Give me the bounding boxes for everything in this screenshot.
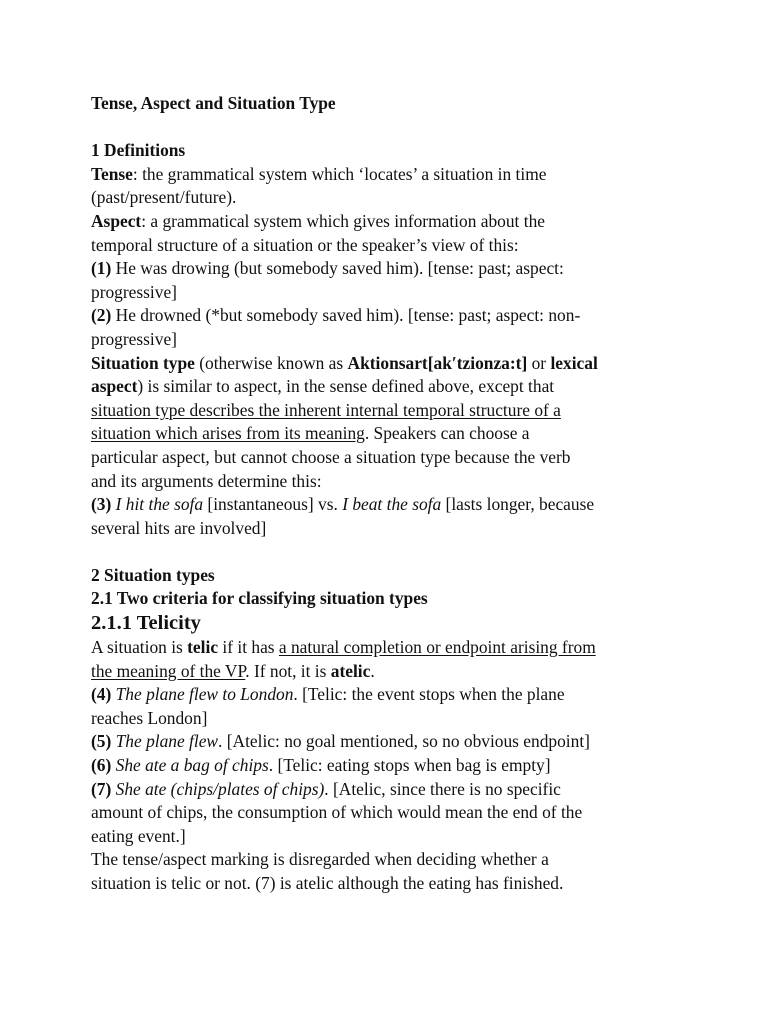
example-1-number: (1)	[91, 258, 112, 279]
example-5	[91, 730, 691, 754]
example-2-number: (2)	[91, 305, 112, 326]
aspect-definition-line-2: temporal structure of a situation or the speaker’s view of this:	[91, 234, 519, 255]
spacer	[91, 116, 691, 140]
section-1-heading: 1 Definitions	[91, 140, 186, 161]
telicity-underlined-2: the meaning of the VP	[91, 660, 246, 681]
spacer	[91, 540, 691, 564]
example-5-number: (5)	[91, 731, 112, 752]
example-4-line-2: reaches London]	[91, 707, 208, 728]
telicity-text-c: if it has	[218, 637, 279, 658]
situation-type-definition	[91, 352, 691, 376]
situation-type-term: Situation type	[91, 352, 195, 373]
situation-type-line-5: particular aspect, but cannot choose a situation type because the verb	[91, 446, 571, 467]
example-1-line-2: progressive]	[91, 281, 177, 302]
situation-type-underlined-2: situation which arises from its meaning	[91, 423, 365, 444]
telicity-definition	[91, 636, 691, 660]
aspect-definition-text: : a grammatical system which gives information about the	[141, 210, 545, 231]
example-7-number: (7)	[91, 778, 112, 799]
tense-definition-text: : the grammatical system which ‘locates’ a situation in time	[132, 163, 547, 184]
telicity-definition-line-2	[91, 660, 691, 684]
aspect-term: Aspect	[91, 210, 142, 231]
aspect-term-2: aspect	[91, 376, 138, 397]
example-5-italic: The plane flew	[111, 731, 219, 752]
example-2-line-2: progressive]	[91, 328, 177, 349]
aktionsart-term: Aktionsart[ak′tzionza:t]	[347, 352, 528, 373]
tense-definition-line-2: (past/present/future).	[91, 187, 237, 208]
telic-term: telic	[187, 637, 219, 658]
situation-type-after-underline: . Speakers can choose a	[364, 423, 530, 444]
example-5-rest: . [Atelic: no goal mentioned, so no obvious endpoint]	[218, 731, 590, 752]
section-2-1-1-heading: 2.1.1 Telicity	[91, 612, 201, 635]
example-7-line-2: amount of chips, the consumption of which would mean the end of the	[91, 802, 583, 823]
example-6	[91, 754, 691, 778]
section-2-heading: 2 Situation types	[91, 564, 215, 585]
closing-paragraph-line-2: situation is telic or not. (7) is atelic although the eating has finished.	[91, 873, 564, 893]
example-1	[91, 257, 691, 281]
situation-type-line-3	[91, 399, 691, 423]
lexical-term: lexical	[550, 352, 598, 373]
telicity-text-f: .	[370, 660, 375, 681]
example-3-mid: [instantaneous] vs.	[203, 494, 343, 515]
situation-type-line-2	[91, 375, 691, 399]
document-page	[91, 92, 691, 896]
section-2-1-heading: 2.1 Two criteria for classifying situation types	[91, 588, 428, 609]
example-3	[91, 493, 691, 517]
example-7-rest: . [Atelic, since there is no specific	[324, 778, 561, 799]
situation-type-text: (otherwise known as	[194, 352, 348, 373]
example-3-rest: [lasts longer, because	[441, 494, 595, 515]
example-4-italic: The plane flew to London	[111, 684, 294, 705]
situation-type-line-4	[91, 422, 691, 446]
example-7	[91, 778, 691, 802]
tense-term: Tense	[91, 163, 133, 184]
situation-type-rest: ) is similar to aspect, in the sense defined above, except that	[137, 376, 555, 397]
example-2	[91, 304, 691, 328]
atelic-term: atelic	[330, 660, 371, 681]
aspect-definition	[91, 210, 691, 234]
example-6-number: (6)	[91, 755, 112, 776]
example-3-number: (3)	[91, 494, 112, 515]
situation-type-line-6: and its arguments determine this:	[91, 470, 322, 491]
example-7-italic: She ate (chips/plates of chips)	[111, 778, 325, 799]
telicity-text-a: A situation is	[91, 637, 188, 658]
example-3-italic-1: I hit the sofa	[115, 494, 204, 515]
tense-definition	[91, 163, 691, 187]
example-4-number: (4)	[91, 684, 112, 705]
example-3-line-2: several hits are involved]	[91, 517, 267, 538]
closing-paragraph-line-1: The tense/aspect marking is disregarded when deciding whether a	[91, 849, 549, 870]
example-1-text: He was drowing (but somebody saved him). [tense: past; aspect:	[111, 258, 564, 279]
telicity-underlined-1: a natural completion or endpoint arising from	[278, 637, 596, 658]
telicity-text-d: . If not, it is	[245, 660, 331, 681]
situation-type-underlined-1: situation type describes the inherent internal temporal structure of a	[91, 399, 561, 420]
example-2-text: He drowned (*but somebody saved him). [tense: past; aspect: non-	[111, 305, 581, 326]
example-7-line-3: eating event.]	[91, 825, 186, 846]
situation-type-or: or	[527, 352, 551, 373]
example-4	[91, 683, 691, 707]
document-title: Tense, Aspect and Situation Type	[91, 93, 336, 113]
example-3-italic-2: I beat the sofa	[342, 494, 442, 515]
example-6-italic: She ate a bag of chips	[111, 755, 269, 776]
example-4-rest: . [Telic: the event stops when the plane	[293, 684, 565, 705]
example-6-rest: . [Telic: eating stops when bag is empty]	[268, 755, 551, 776]
